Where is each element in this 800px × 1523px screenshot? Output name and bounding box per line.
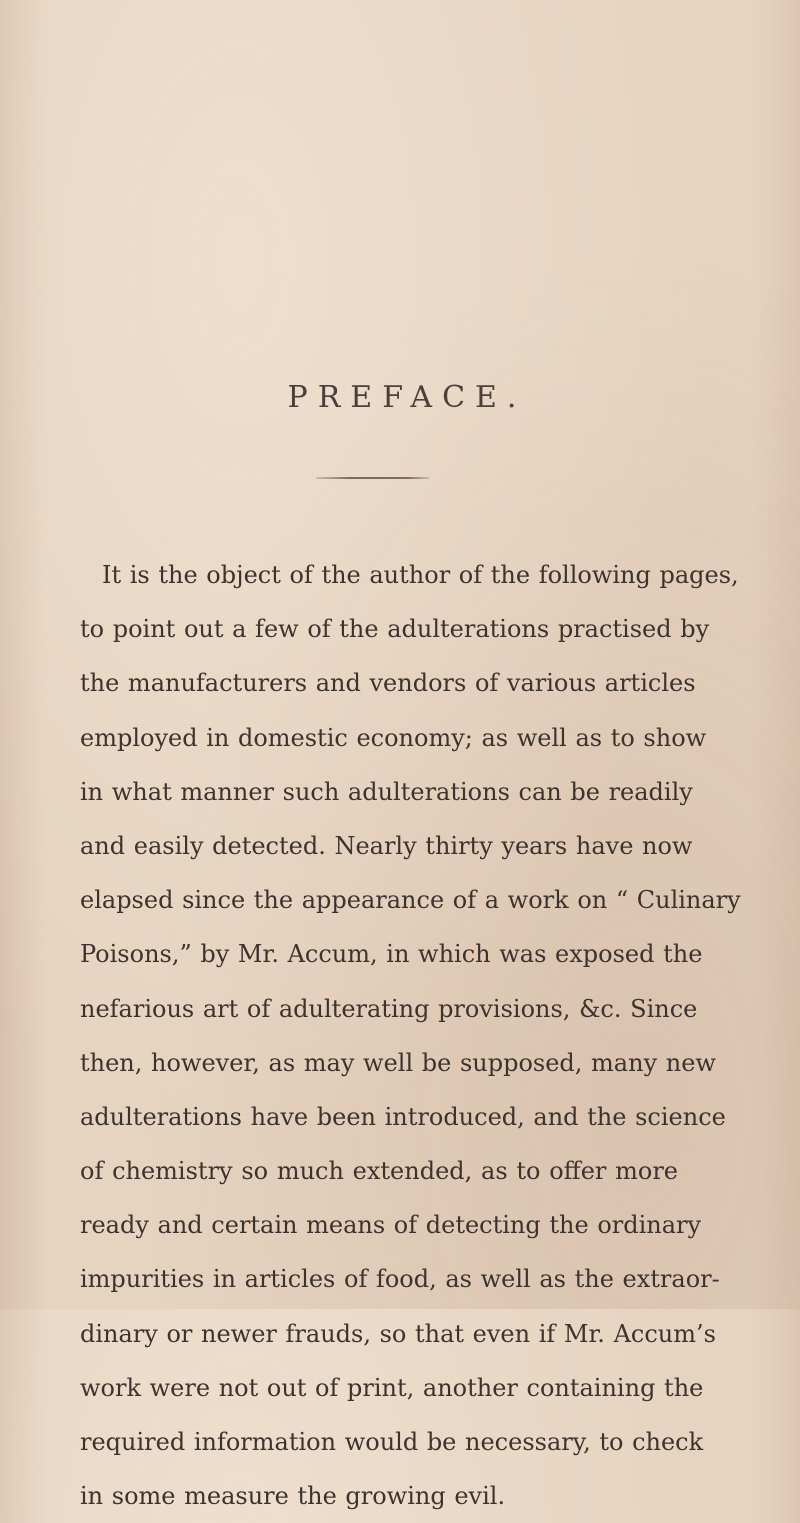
text-line: in some measure the growing evil.	[80, 1482, 506, 1511]
text-line: elapsed since the appearance of a work on “ Culinary	[80, 886, 741, 915]
preface-paragraph	[80, 548, 741, 1523]
text-line: and easily detected. Nearly thirty years have now	[80, 831, 693, 860]
text-line: work were not out of print, another containing the	[80, 1373, 704, 1402]
text-line: It is the object of the author of the following pages,	[102, 561, 739, 589]
title-divider-rule	[316, 477, 430, 479]
text-line: then, however, as may well be supposed, many new	[80, 1048, 716, 1077]
text-line: impurities in articles of food, as well as the extraor-	[80, 1265, 720, 1294]
text-line: the manufacturers and vendors of various articles	[80, 669, 696, 698]
text-line: to point out a few of the adulterations practised by	[80, 615, 710, 644]
text-line: employed in domestic economy; as well as to show	[80, 723, 707, 752]
text-line: adulterations have been introduced, and the science	[80, 1102, 726, 1131]
text-line: dinary or newer frauds, so that even if Mr. Accum’s	[80, 1319, 716, 1348]
text-line: Poisons,” by Mr. Accum, in which was exposed the	[80, 940, 703, 969]
text-line: required information would be necessary, to check	[80, 1428, 704, 1456]
text-line: of chemistry so much extended, as to offer more	[80, 1157, 678, 1186]
text-line: ready and certain means of detecting the ordinary	[80, 1211, 702, 1240]
page-title: PREFACE.	[287, 380, 527, 415]
text-line: in what manner such adulterations can be readily	[80, 777, 693, 806]
text-line: nefarious art of adulterating provisions, &c. Since	[80, 994, 698, 1023]
